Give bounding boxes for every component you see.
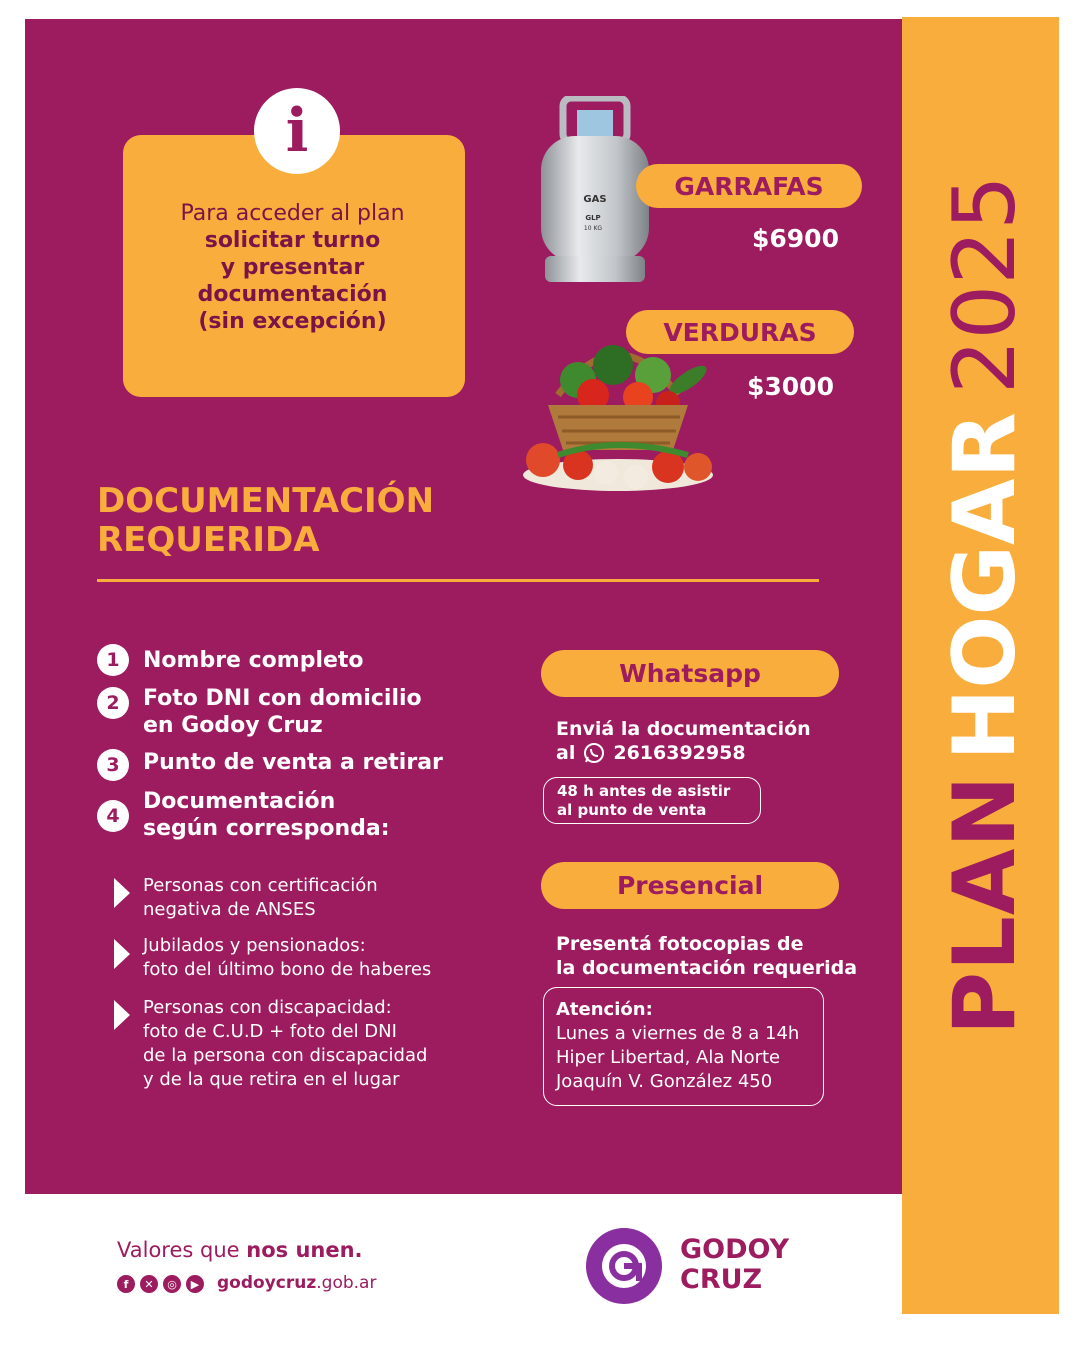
- slogan-bold: nos unen.: [246, 1238, 363, 1262]
- requirement-3: [143, 749, 443, 776]
- product-verduras-label: VERDURAS: [626, 310, 854, 354]
- instagram-icon[interactable]: ◎: [163, 1275, 181, 1293]
- requirement-2-line-2: en Godoy Cruz: [143, 713, 323, 738]
- requirement-4-line-2: según corresponda:: [143, 816, 390, 841]
- product-garrafas-price: $6900: [752, 224, 839, 253]
- info-icon: i: [254, 88, 340, 174]
- youtube-icon[interactable]: ▶: [186, 1275, 204, 1293]
- social-icons: [117, 1275, 204, 1293]
- requirement-3-line-1: Punto de venta a retirar: [143, 750, 443, 775]
- title-plan: PLAN: [935, 774, 1035, 1035]
- website-bold: godoycruz: [217, 1273, 317, 1293]
- subitem-1-line-1: Personas con certificación: [143, 875, 378, 896]
- info-line-3: y presentar: [220, 255, 365, 280]
- gas-label: GAS: [583, 194, 607, 205]
- subitem-1-line-2: negativa de ANSES: [143, 899, 316, 920]
- documentation-title-line-2: REQUERIDA: [97, 520, 320, 560]
- title-hogar: HOGAR: [935, 412, 1035, 761]
- requirement-2: [143, 685, 422, 739]
- attention-title: Atención:: [556, 999, 653, 1020]
- requirement-4-line-1: Documentación: [143, 789, 336, 814]
- facebook-icon[interactable]: f: [117, 1275, 135, 1293]
- slogan-regular: Valores que: [117, 1238, 240, 1262]
- whatsapp-note-line-1: 48 h antes de asistir: [557, 782, 731, 800]
- subitem-3-line-3: de la persona con discapacidad: [143, 1045, 428, 1066]
- product-garrafas-label: GARRAFAS: [636, 164, 862, 208]
- whatsapp-line-2: [556, 741, 811, 765]
- presencial-line-2: la documentación requerida: [556, 957, 858, 979]
- subitem-2-line-1: Jubilados y pensionados:: [143, 935, 366, 956]
- logo-line-1: GODOY: [680, 1234, 790, 1265]
- whatsapp-instructions: [556, 717, 811, 765]
- whatsapp-icon: [583, 742, 605, 764]
- plan-title: [900, 175, 1070, 1035]
- divider-line: [97, 579, 819, 582]
- number-badge-3: 3: [97, 749, 129, 781]
- whatsapp-prefix: al: [556, 742, 576, 764]
- subitem-3-line-1: Personas con discapacidad:: [143, 997, 392, 1018]
- bullet-arrow-icon: [114, 878, 130, 908]
- documentation-title: [97, 482, 434, 560]
- title-year: 2025: [935, 175, 1035, 395]
- attention-line-3: Joaquín V. González 450: [556, 1071, 773, 1092]
- requirement-4: [143, 788, 390, 842]
- subitem-3-line-2: foto de C.U.D + foto del DNI: [143, 1021, 397, 1042]
- requirement-1: [143, 647, 364, 674]
- whatsapp-label: Whatsapp: [541, 650, 839, 697]
- presencial-instructions: [556, 932, 857, 980]
- whatsapp-note-line-2: al punto de venta: [557, 801, 707, 819]
- info-line-4: documentación: [197, 282, 388, 307]
- subitem-2: [143, 934, 431, 982]
- attention-line-1: Lunes a viernes de 8 a 14h: [556, 1023, 800, 1044]
- subitem-3-line-4: y de la que retira en el lugar: [143, 1069, 400, 1090]
- info-line-5: (sin excepción): [198, 309, 387, 334]
- subitem-2-line-2: foto del último bono de haberes: [143, 959, 432, 980]
- presencial-label: Presencial: [541, 862, 839, 909]
- number-badge-2: 2: [97, 687, 129, 719]
- bullet-arrow-icon: [114, 1000, 130, 1030]
- whatsapp-line-1: Enviá la documentación: [556, 718, 811, 740]
- website-rest: .gob.ar: [316, 1273, 377, 1293]
- whatsapp-note: [543, 777, 761, 824]
- subitem-3: [143, 996, 427, 1092]
- footer-slogan: [117, 1238, 363, 1262]
- whatsapp-phone: 2616392958: [613, 742, 746, 764]
- attention-box: [543, 987, 824, 1106]
- gas-kg-label: 10 KG: [583, 225, 603, 232]
- product-verduras-price: $3000: [747, 372, 834, 401]
- logo-text: [680, 1235, 789, 1295]
- x-icon[interactable]: ✕: [140, 1275, 158, 1293]
- requirement-1-line-1: Nombre completo: [143, 648, 364, 673]
- info-line-2: solicitar turno: [204, 228, 381, 253]
- logo-line-2: CRUZ: [680, 1264, 763, 1295]
- number-badge-1: 1: [97, 644, 129, 676]
- info-text: [140, 200, 445, 335]
- gas-sub-label: GLP: [585, 214, 601, 222]
- website-link[interactable]: [217, 1273, 376, 1293]
- bullet-arrow-icon: [114, 939, 130, 969]
- attention-line-2: Hiper Libertad, Ala Norte: [556, 1047, 781, 1068]
- info-line-1: Para acceder al plan: [180, 201, 405, 226]
- godoy-cruz-logo-icon: [586, 1228, 662, 1304]
- requirement-2-line-1: Foto DNI con domicilio: [143, 686, 422, 711]
- subitem-1: [143, 874, 378, 922]
- number-badge-4: 4: [97, 800, 129, 832]
- presencial-line-1: Presentá fotocopias de: [556, 933, 804, 955]
- documentation-title-line-1: DOCUMENTACIÓN: [97, 481, 435, 521]
